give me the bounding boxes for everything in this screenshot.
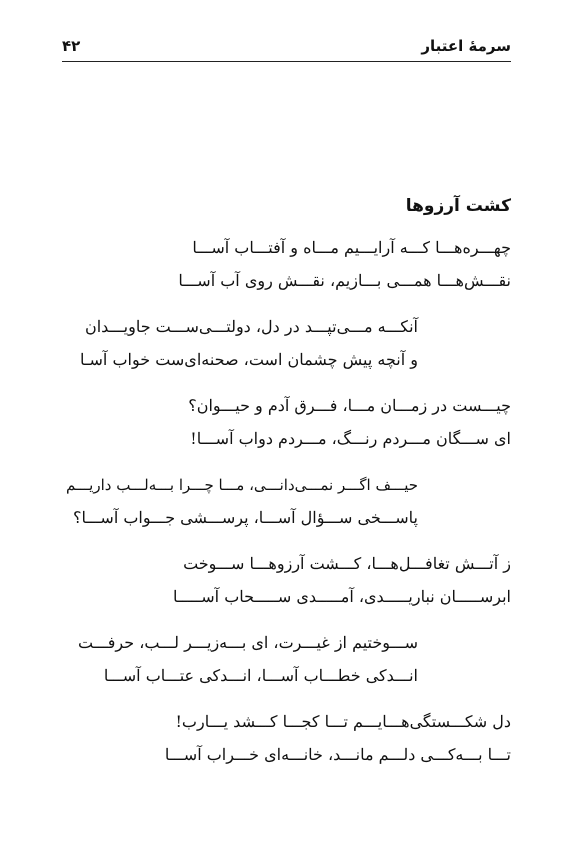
- running-header-title: سرمهٔ اعتبار: [421, 37, 511, 55]
- verse-line: حیـــف اگـــر نمـــی‌دانـــی، مـــا چـــرا بـــه‌لـــب داریـــم: [66, 476, 418, 494]
- verse-line: پاســـخی ســـؤال آســـا، پرســـشی جـــواب آســـا؟: [72, 508, 418, 527]
- poem-title: کشت آرزوها: [405, 196, 511, 216]
- verse-line: تـــا بـــه‌کـــی دلـــم مانـــد، خانـــه‌ای خـــراب آســـا: [164, 745, 511, 764]
- verse-line: چیـــست در زمـــان مـــا، فـــرق آدم و حیـــوان؟: [188, 396, 511, 415]
- verse-line: انـــدکی خطـــاب آســـا، انـــدکی عتـــاب آســـا: [103, 666, 418, 685]
- verse-line: آنکـــه مـــی‌تپـــد در دل، دولتـــی‌ســـت جاویـــدان: [84, 317, 418, 336]
- verse-line: نقـــش‌هـــا همـــی بـــازیم، نقـــش روی آب آســـا: [178, 271, 511, 290]
- page-number: ۴۲: [62, 37, 81, 55]
- verse-line: چهـــره‌هـــا کـــه آرایـــیم مـــاه و آفتـــاب آســـا: [192, 238, 511, 257]
- verse-line: ابرســـــان نباریـــــدی، آمـــــدی ســـــحاب آســـــا: [172, 587, 511, 606]
- header-divider: [62, 61, 511, 62]
- verse-line: دل شکـــستگی‌هـــایـــم تـــا کجـــا کـــشد یـــارب!: [175, 712, 511, 731]
- verse-line: و آنچه پیش چشمان است، صحنه‌ای‌ست خواب آسـا: [79, 350, 418, 369]
- verse-line: ســـوختیم از غیـــرت، ای بـــه‌زیـــر لـــب، حرفـــت: [77, 633, 418, 652]
- verse-line: ای ســـگان مـــردم رنـــگ، مـــردم دواب آســـا!: [190, 429, 511, 448]
- verse-line: ز آتـــش تغافـــل‌هـــا، کـــشت آرزوهـــا ســـوخت: [183, 554, 511, 573]
